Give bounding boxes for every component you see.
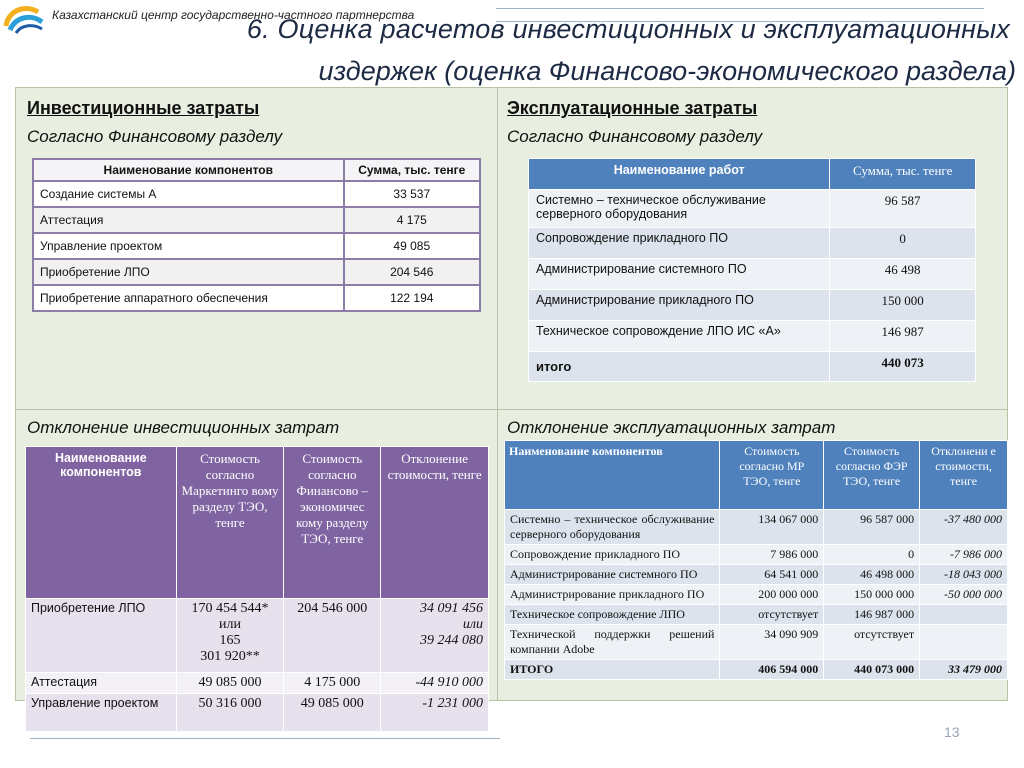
investment-heading: Инвестиционные затраты xyxy=(27,98,260,118)
table-header: Наименование компонентов xyxy=(33,159,344,181)
total-value: 440 073 000 xyxy=(824,660,920,680)
cell-line: или xyxy=(219,617,241,632)
table-cell: 146 987 xyxy=(830,321,976,352)
table-header: Наименование работ xyxy=(529,159,830,190)
table-header: Стоимость согласно Маркетинго вому разделу ТЭО, тенге xyxy=(176,447,284,599)
cell-line: 39 244 080 xyxy=(420,633,483,648)
table-header: Отклонение стоимости, тенге xyxy=(381,447,489,599)
table-row xyxy=(505,510,1008,545)
table-cell: 0 xyxy=(830,228,976,259)
table-cell: 7 986 000 xyxy=(720,545,824,565)
table-row xyxy=(33,233,480,259)
table-cell: 204 546 000 xyxy=(284,599,381,673)
table-cell: -44 910 000 xyxy=(381,673,489,694)
table-cell: Техническое сопровождение ЛПО xyxy=(505,605,720,625)
organization-name: Казахстанский центр государственно-частного партнерства xyxy=(52,8,415,22)
table-cell: Администрирование системного ПО xyxy=(529,259,830,290)
table-header: Наименование компонентов xyxy=(505,441,720,510)
table-cell: 49 085 000 xyxy=(176,673,284,694)
table-row xyxy=(26,599,489,673)
total-label: итого xyxy=(529,352,830,382)
table-cell: 64 541 000 xyxy=(720,565,824,585)
table-cell: 146 987 000 xyxy=(824,605,920,625)
cell-line: 301 920** xyxy=(200,649,260,664)
table-cell: 0 xyxy=(824,545,920,565)
header-line xyxy=(496,8,984,9)
table-cell: 96 587 000 xyxy=(824,510,920,545)
table-header: Стоимость согласно Финансово – экономичес кому разделу ТЭО, тенге xyxy=(284,447,381,599)
table-row xyxy=(529,190,976,228)
table-cell: 4 175 000 xyxy=(284,673,381,694)
table-cell: 150 000 000 xyxy=(824,585,920,605)
table-row xyxy=(26,694,489,732)
table-cell: 96 587 xyxy=(830,190,976,228)
table-row xyxy=(529,228,976,259)
table-cell: Администрирование системного ПО xyxy=(505,565,720,585)
table-cell: 4 175 xyxy=(344,207,480,233)
table-cell: Техническое сопровождение ЛПО ИС «А» xyxy=(529,321,830,352)
table-row xyxy=(505,565,1008,585)
investment-deviation-heading: Отклонение инвестиционных затрат xyxy=(27,418,340,437)
table-cell: -37 480 000 xyxy=(920,510,1008,545)
table-row xyxy=(505,545,1008,565)
table-row xyxy=(33,181,480,207)
table-row xyxy=(529,290,976,321)
table-row xyxy=(33,207,480,233)
cell-line: 170 454 544* xyxy=(191,601,269,616)
table-header: Сумма, тыс. тенге xyxy=(830,159,976,190)
table-cell: 200 000 000 xyxy=(720,585,824,605)
cell-line: 165 xyxy=(219,633,241,648)
total-value: 440 073 xyxy=(830,352,976,382)
operational-costs-table xyxy=(528,158,976,382)
cell-line: 34 091 456 xyxy=(420,601,483,616)
table-cell: 49 085 xyxy=(344,233,480,259)
total-value: 33 479 000 xyxy=(920,660,1008,680)
table-row xyxy=(529,259,976,290)
table-cell: 46 498 xyxy=(830,259,976,290)
investment-deviation-table xyxy=(25,446,489,732)
table-cell: 122 194 xyxy=(344,285,480,311)
table-row-total xyxy=(505,660,1008,680)
table-row xyxy=(505,605,1008,625)
table-cell: 50 316 000 xyxy=(176,694,284,732)
table-header: Стоимость согласно МР ТЭО, тенге xyxy=(720,441,824,510)
table-cell: 204 546 xyxy=(344,259,480,285)
table-row xyxy=(505,585,1008,605)
table-cell xyxy=(920,625,1008,660)
operational-heading: Эксплуатационные затраты xyxy=(507,98,758,118)
table-cell: Управление проектом xyxy=(26,694,177,732)
table-cell: 33 537 xyxy=(344,181,480,207)
table-row xyxy=(529,321,976,352)
table-cell: 49 085 000 xyxy=(284,694,381,732)
table-header: Наименование компонентов xyxy=(26,447,177,599)
table-cell: Сопровождение прикладного ПО xyxy=(529,228,830,259)
table-cell: Создание системы А xyxy=(33,181,344,207)
table-cell: Технической поддержки решений компании Adobe xyxy=(505,625,720,660)
table-cell: Аттестация xyxy=(33,207,344,233)
table-cell: -18 043 000 xyxy=(920,565,1008,585)
table-cell: Аттестация xyxy=(26,673,177,694)
table-header: Стоимость согласно ФЭР ТЭО, тенге xyxy=(824,441,920,510)
cell-line: или xyxy=(462,617,483,632)
table-row xyxy=(33,285,480,311)
total-label: ИТОГО xyxy=(505,660,720,680)
table-row xyxy=(26,673,489,694)
total-value: 406 594 000 xyxy=(720,660,824,680)
table-cell: -7 986 000 xyxy=(920,545,1008,565)
table-cell xyxy=(920,605,1008,625)
table-row xyxy=(33,259,480,285)
slide-title-line1: 6. Оценка расчетов инвестиционных и эксплуатационных xyxy=(246,14,1010,44)
table-row xyxy=(505,625,1008,660)
table-row-total xyxy=(529,352,976,382)
operational-deviation-heading: Отклонение эксплуатационных затрат xyxy=(507,418,836,437)
table-header: Сумма, тыс. тенге xyxy=(344,159,480,181)
table-cell: Приобретение ЛПО xyxy=(26,599,177,673)
table-cell: 34 090 909 xyxy=(720,625,824,660)
table-cell xyxy=(381,599,489,673)
table-cell: 150 000 xyxy=(830,290,976,321)
table-cell: 134 067 000 xyxy=(720,510,824,545)
table-cell: Приобретение ЛПО xyxy=(33,259,344,285)
table-cell: Администрирование прикладного ПО xyxy=(529,290,830,321)
logo-icon xyxy=(2,2,46,36)
table-cell: отсутствует xyxy=(824,625,920,660)
table-cell: Сопровождение прикладного ПО xyxy=(505,545,720,565)
slide-title-line2: издержек (оценка Финансово-экономического раздела) xyxy=(318,56,1016,86)
investment-costs-table xyxy=(32,158,481,312)
table-cell: Приобретение аппаратного обеспечения xyxy=(33,285,344,311)
operational-subheading: Согласно Финансовому разделу xyxy=(507,127,763,146)
footer-line xyxy=(30,738,500,739)
table-cell: -50 000 000 xyxy=(920,585,1008,605)
table-cell: 46 498 000 xyxy=(824,565,920,585)
table-cell: Управление проектом xyxy=(33,233,344,259)
operational-deviation-table xyxy=(504,440,1008,680)
table-header: Отклонени е стоимости, тенге xyxy=(920,441,1008,510)
table-cell: Системно – техническое обслуживание серверного оборудования xyxy=(529,190,830,228)
table-cell: Системно – техническое обслуживание серверного оборудования xyxy=(505,510,720,545)
page-number: 13 xyxy=(944,724,960,740)
investment-subheading: Согласно Финансовому разделу xyxy=(27,127,283,146)
table-cell: отсутствует xyxy=(720,605,824,625)
table-cell: -1 231 000 xyxy=(381,694,489,732)
table-cell: Администрирование прикладного ПО xyxy=(505,585,720,605)
table-cell xyxy=(176,599,284,673)
